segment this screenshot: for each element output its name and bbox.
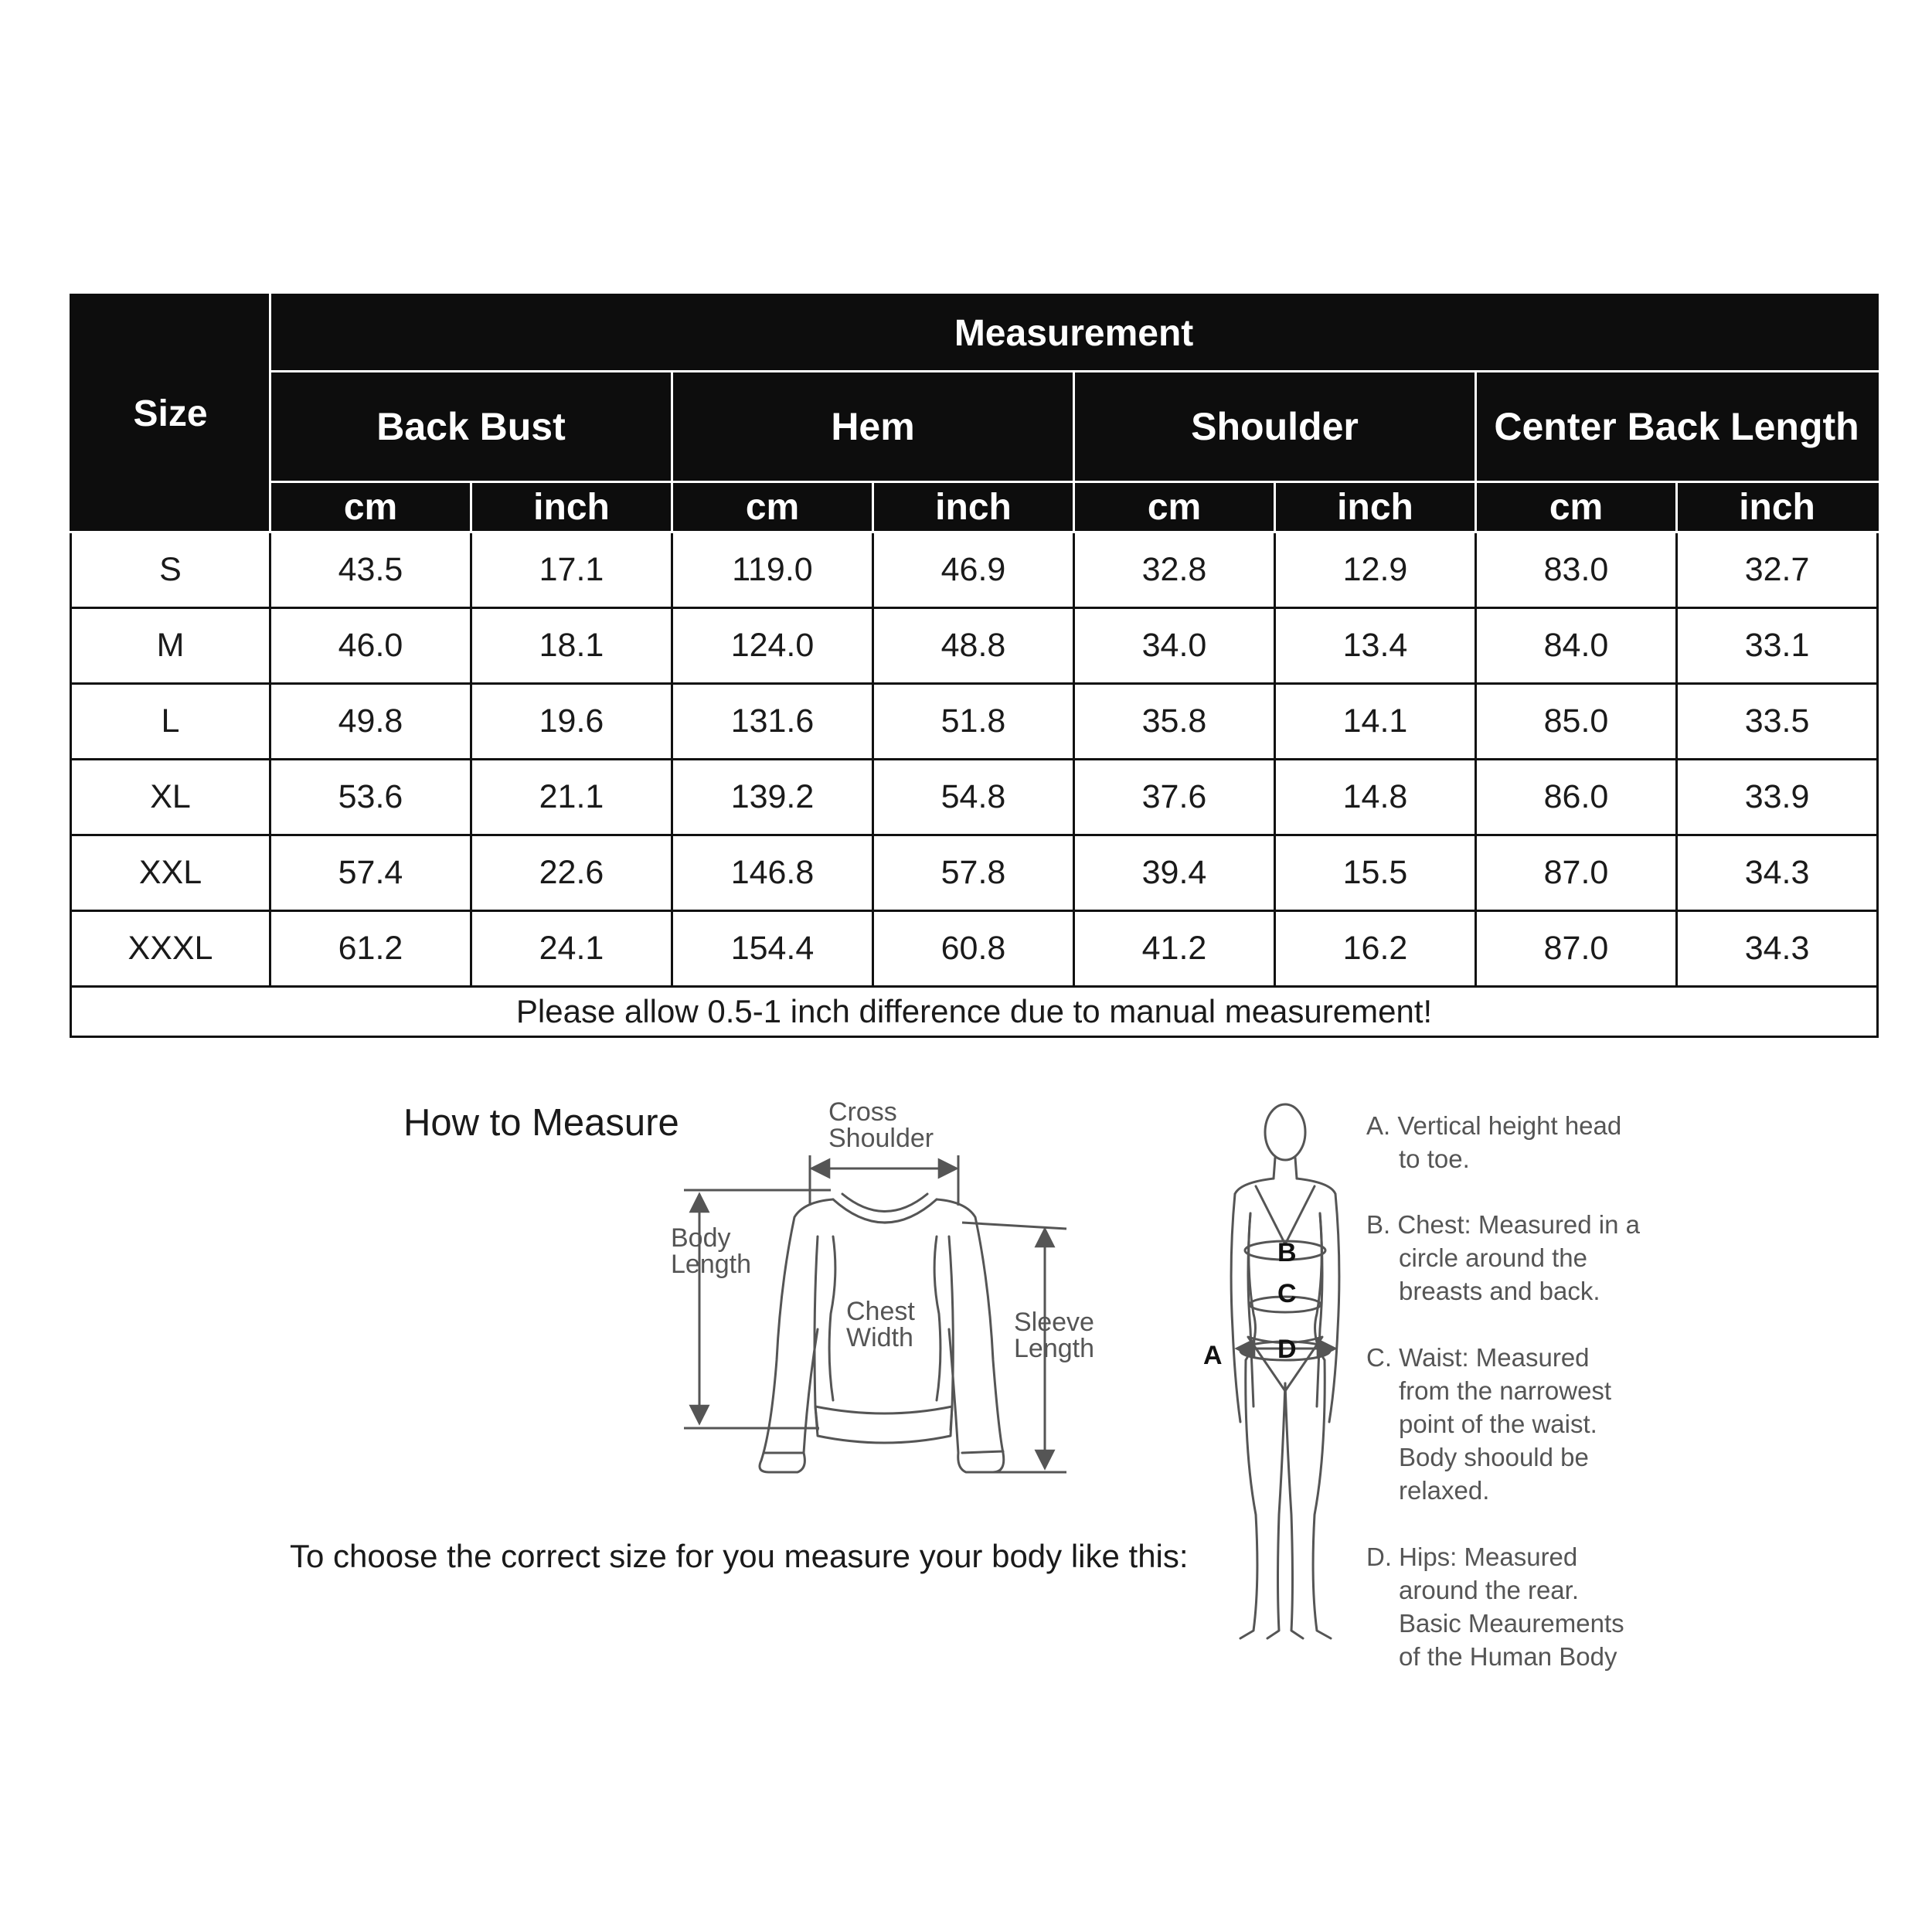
value-cell: 39.4: [1074, 835, 1275, 911]
value-cell: 83.0: [1476, 532, 1677, 608]
group-header-back-bust: Back Bust: [270, 372, 672, 482]
description-line: D. Hips: Measured: [1366, 1543, 1578, 1571]
body-letter-b: B: [1277, 1238, 1297, 1267]
size-cell: S: [71, 532, 270, 608]
description-line: of the Human Body: [1399, 1642, 1617, 1671]
description-d: [1366, 1540, 1624, 1673]
value-cell: 33.5: [1677, 684, 1878, 760]
value-cell: 49.8: [270, 684, 471, 760]
value-cell: 37.6: [1074, 760, 1275, 835]
group-header-hem: Hem: [672, 372, 1074, 482]
size-cell: XXXL: [71, 911, 270, 987]
value-cell: 54.8: [873, 760, 1074, 835]
body-letter-d: D: [1277, 1335, 1297, 1364]
value-cell: 57.8: [873, 835, 1074, 911]
value-cell: 34.0: [1074, 608, 1275, 684]
sleeve-length-label-line: Sleeve: [1014, 1308, 1094, 1337]
cross-shoulder-label: [828, 1099, 934, 1151]
value-cell: 87.0: [1476, 835, 1677, 911]
value-cell: 41.2: [1074, 911, 1275, 987]
unit-header: cm: [1074, 482, 1275, 532]
choose-size-instruction: To choose the correct size for you measure your body like this:: [290, 1538, 1189, 1574]
unit-header: inch: [1677, 482, 1878, 532]
body-letter-a: A: [1203, 1341, 1223, 1370]
description-line: Body shoould be: [1399, 1443, 1589, 1471]
how-to-measure-title: How to Measure: [403, 1102, 679, 1144]
value-cell: 18.1: [471, 608, 672, 684]
value-cell: 48.8: [873, 608, 1074, 684]
value-cell: 131.6: [672, 684, 873, 760]
value-cell: 51.8: [873, 684, 1074, 760]
value-cell: 85.0: [1476, 684, 1677, 760]
size-column-header: Size: [71, 295, 270, 532]
value-cell: 13.4: [1275, 608, 1476, 684]
value-cell: 12.9: [1275, 532, 1476, 608]
value-cell: 86.0: [1476, 760, 1677, 835]
cross-shoulder-arrow-icon: [810, 1155, 958, 1206]
value-cell: 146.8: [672, 835, 873, 911]
value-cell: 24.1: [471, 911, 672, 987]
description-line: circle around the: [1399, 1243, 1587, 1272]
value-cell: 119.0: [672, 532, 873, 608]
value-cell: 53.6: [270, 760, 471, 835]
measurement-note: Please allow 0.5-1 inch difference due to manual measurement!: [71, 987, 1878, 1037]
value-cell: 60.8: [873, 911, 1074, 987]
value-cell: 32.7: [1677, 532, 1878, 608]
value-cell: 124.0: [672, 608, 873, 684]
value-cell: 14.8: [1275, 760, 1476, 835]
description-line: C. Waist: Measured: [1366, 1343, 1590, 1372]
value-cell: 35.8: [1074, 684, 1275, 760]
value-cell: 139.2: [672, 760, 873, 835]
unit-header: inch: [1275, 482, 1476, 532]
measurement-header: Measurement: [270, 295, 1878, 372]
value-cell: 33.1: [1677, 608, 1878, 684]
sleeve-length-label: [1014, 1309, 1094, 1362]
cross-shoulder-label-line: Cross: [828, 1097, 897, 1127]
body-length-label-line: Length: [671, 1250, 751, 1279]
description-line: Basic Meaurements: [1399, 1609, 1624, 1638]
value-cell: 14.1: [1275, 684, 1476, 760]
value-cell: 46.0: [270, 608, 471, 684]
value-cell: 33.9: [1677, 760, 1878, 835]
value-cell: 34.3: [1677, 911, 1878, 987]
chest-width-label-line: Chest: [846, 1297, 915, 1326]
sleeve-length-label-line: Length: [1014, 1334, 1094, 1363]
description-line: B. Chest: Measured in a: [1366, 1210, 1641, 1239]
cross-shoulder-label-line: Shoulder: [828, 1124, 934, 1153]
value-cell: 84.0: [1476, 608, 1677, 684]
value-cell: 32.8: [1074, 532, 1275, 608]
description-line: to toe.: [1399, 1145, 1470, 1173]
description-line: relaxed.: [1399, 1476, 1490, 1505]
description-c: [1366, 1341, 1611, 1507]
description-line: A. Vertical height head: [1366, 1111, 1622, 1140]
description-b: [1366, 1208, 1640, 1308]
unit-header: inch: [873, 482, 1074, 532]
group-header-center-back-length: Center Back Length: [1476, 372, 1878, 482]
human-body-icon: [1231, 1104, 1339, 1638]
unit-header: cm: [1476, 482, 1677, 532]
unit-header: cm: [270, 482, 471, 532]
size-cell: XXL: [71, 835, 270, 911]
chest-width-label: [846, 1298, 915, 1351]
value-cell: 15.5: [1275, 835, 1476, 911]
value-cell: 154.4: [672, 911, 873, 987]
description-line: breasts and back.: [1399, 1277, 1600, 1305]
value-cell: 19.6: [471, 684, 672, 760]
size-cell: XL: [71, 760, 270, 835]
size-cell: M: [71, 608, 270, 684]
description-a: [1366, 1109, 1621, 1175]
value-cell: 22.6: [471, 835, 672, 911]
value-cell: 16.2: [1275, 911, 1476, 987]
description-line: from the narrowest: [1399, 1376, 1612, 1405]
group-header-shoulder: Shoulder: [1074, 372, 1476, 482]
body-length-label-line: Body: [671, 1223, 731, 1253]
value-cell: 61.2: [270, 911, 471, 987]
description-line: point of the waist.: [1399, 1410, 1597, 1438]
value-cell: 17.1: [471, 532, 672, 608]
description-line: around the rear.: [1399, 1576, 1579, 1604]
body-letter-c: C: [1277, 1279, 1297, 1308]
value-cell: 21.1: [471, 760, 672, 835]
chest-width-label-line: Width: [846, 1323, 913, 1352]
unit-header: cm: [672, 482, 873, 532]
unit-header: inch: [471, 482, 672, 532]
value-cell: 34.3: [1677, 835, 1878, 911]
value-cell: 87.0: [1476, 911, 1677, 987]
value-cell: 57.4: [270, 835, 471, 911]
value-cell: 46.9: [873, 532, 1074, 608]
body-length-label: [671, 1225, 751, 1277]
size-cell: L: [71, 684, 270, 760]
value-cell: 43.5: [270, 532, 471, 608]
